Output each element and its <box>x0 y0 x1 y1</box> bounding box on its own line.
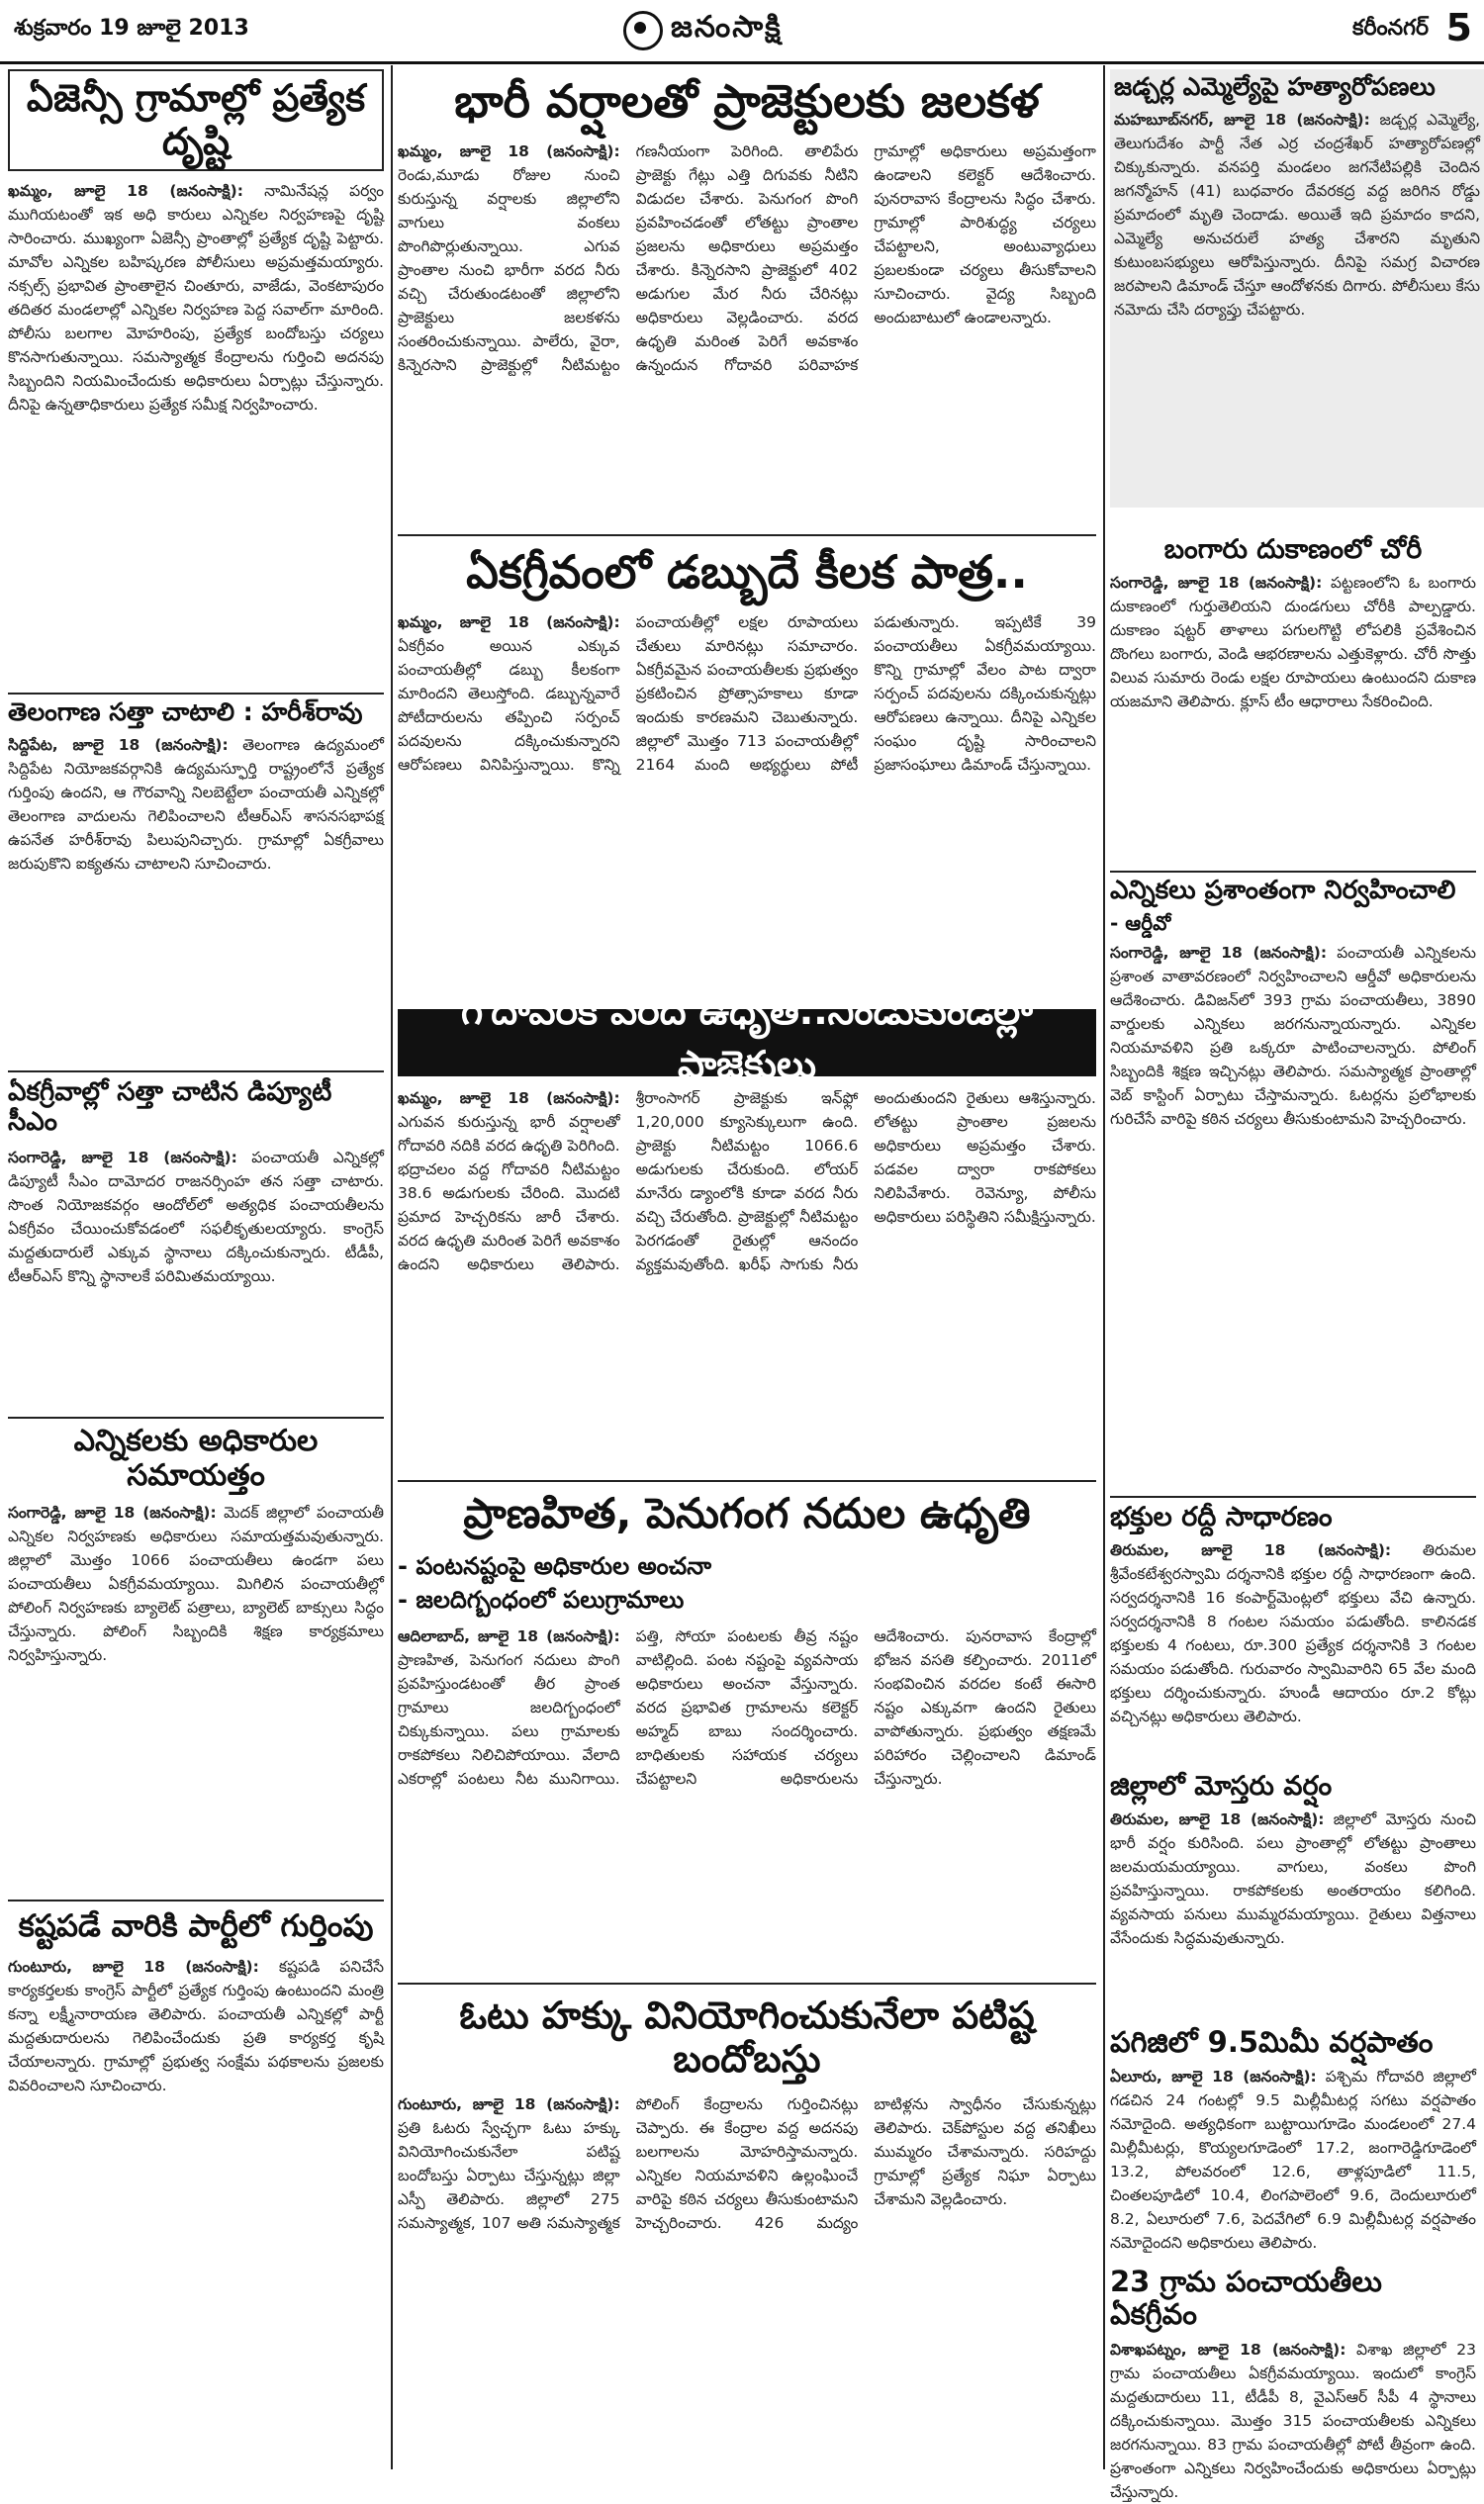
article-body <box>8 1501 384 1916</box>
logo-mark-icon <box>623 11 663 50</box>
divider <box>398 1983 1096 1985</box>
dateline: తిరుమల, జూలై 18 (జనంసాక్షి): <box>1110 1810 1325 1829</box>
headline: భారీ వర్షాలతో ప్రాజెక్టులకు జలకళ <box>454 74 1040 128</box>
dateline: విశాఖపట్నం, జూలై 18 (జనంసాక్షి): <box>1110 2340 1346 2359</box>
article-body <box>8 1955 384 2450</box>
article-body <box>1110 571 1476 858</box>
headline: జడ్చర్ల ఎమ్మెల్యేపై హత్యారోపణలు <box>1114 72 1436 101</box>
article-money-role <box>398 540 1096 986</box>
divider <box>398 1480 1096 1482</box>
dateline: గుంటూరు, జూలై 18 (జనంసాక్షి): <box>398 2095 620 2114</box>
article-devotees <box>1110 1502 1476 1766</box>
headline: పగిజిలో 9.5మిమీ వర్షపాతం <box>1110 2025 1434 2059</box>
body-text: జడ్చర్ల ఎమ్మెల్యే, తెలుగుదేశం పార్టీ నేత ఎర్ర చంద్రశేఖర్ హత్యారోపణల్లో చిక్కుకున్నారు. వనపర్తి మండలం జగనేటిపల్లికి చెందిన జగన్మోహన్ (41) బుధవారం దేవరకద్ర వద్ద జరిగిన రోడ్డు ప్రమాదంలో మృతి చెందాడు. అయితే ఇది ప్రమాదం కాదని, ఎమ్మెల్యే అనుచరులే హత్య చేశారని మృతుని కుటుంబసభ్యులు ఆరోపిస్తున్నారు. దీనిపై సమగ్ర విచారణ జరపాలని డిమాండ్ చేస్తూ ఆందోళనకు దిగారు. పోలీసులు కేసు నమోదు చేసి దర్యాప్తు చేపట్టారు. <box>1114 110 1481 319</box>
article-body <box>1110 941 1476 1475</box>
subhead-item: - జలదిగ్బంధంలో పలుగ్రామాలు <box>398 1586 685 1615</box>
article-body <box>398 610 1096 986</box>
article-godavari <box>398 989 1096 1472</box>
headline: భక్తుల రద్దీ సాధారణం <box>1110 1502 1333 1532</box>
body-text: మెదక్ జిల్లాలో పంచాయతీ ఎన్నికల నిర్వహణకు అధికారులు సమాయత్తమవుతున్నారు. జిల్లాలో మొత్తం 1066 పంచాయతీలు ఉండగా పలు పంచాయతీలు ఏకగ్రీవమయ్యాయి. మిగిలిన పంచాయతీల్లో పోలింగ్ నిర్వహణకు బ్యాలెట్ పత్రాలు, బ్యాలెట్ బాక్సులు సిద్ధం చేస్తున్నారు. పోలింగ్ సిబ్బందికి శిక్షణ కార్యక్రమాలు నిర్వహిస్తున్నారు. <box>8 1504 384 1664</box>
article-pranahita <box>398 1486 1096 1951</box>
article-harish <box>8 698 384 1069</box>
article-body <box>398 1624 1096 1951</box>
article-body <box>8 179 384 703</box>
headline: 23 గ్రామ పంచాయతీలు ఏకగ్రీవం <box>1110 2265 1382 2332</box>
dateline: ఆదిలాబాద్, జూలై 18 (జనంసాక్షి): <box>398 1627 620 1646</box>
dateline: సంగారెడ్డి, జూలై 18 (జనంసాక్షి): <box>8 1148 237 1166</box>
subhead: - ఆర్డీవో <box>1110 910 1171 935</box>
article-body <box>398 2092 1096 2488</box>
dateline: ఖమ్మం, జూలై 18 (జనంసాక్షి): <box>8 182 243 201</box>
body-text: ప్రతి ఓటరు స్వేచ్ఛగా ఓటు హక్కు వినియోగించుకునేలా పటిష్ట బందోబస్తు ఏర్పాటు చేస్తున్నట్లు జిల్లా ఎస్పీ తెలిపారు. జిల్లాలో 275 సమస్యాత్మక, 107 అతి సమస్యాత్మక పోలింగ్ కేంద్రాలను గుర్తించినట్లు చెప్పారు. ఈ కేంద్రాల వద్ద అదనపు బలగాలను మోహరిస్తామన్నారు. ఎన్నికల నియమావళిని ఉల్లంఘించే వారిపై కఠిన చర్యలు తీసుకుంటామని హెచ్చరించారు. 426 మద్యం బాటిళ్లను స్వాధీనం చేసుకున్నట్లు తెలిపారు. చెక్‌పోస్టుల వద్ద తనిఖీలు ముమ్మరం చేశామన్నారు. సరిహద్దు గ్రామాల్లో ప్రత్యేక నిఘా ఏర్పాటు చేశామని వెల్లడించారు. <box>398 2095 1096 2233</box>
article-moderate-rain <box>1110 1771 1476 2025</box>
article-body <box>1110 2065 1476 2263</box>
article-body <box>8 733 384 1069</box>
article-body <box>1114 108 1480 504</box>
divider <box>8 1900 384 1901</box>
issue-date: శుక్రవారం 19 జూలై 2013 <box>14 16 249 41</box>
subhead-item: - పంటనష్టంపై అధికారుల అంచనా <box>398 1552 712 1581</box>
headline: ఏకగ్రీవంలో డబ్బుదే కీలక పాత్ర.. <box>466 545 1028 599</box>
headline: ఓటు హక్కు వినియోగించుకునేలా పటిష్ట బందోబస్తు <box>459 1994 1035 2081</box>
article-body <box>1110 1538 1476 1766</box>
dateline: తిరుమల, జూలై 18 (జనంసాక్షి): <box>1110 1541 1392 1560</box>
headline: గోదావరికి వరద ఉధృతి..నిండుకుండల్లా ప్రాజెక్టులు <box>398 1009 1096 1076</box>
article-unanimous23 <box>1110 2265 1476 2501</box>
subhead-list <box>398 1549 1096 1617</box>
body-text: పంచాయతీ ఎన్నికల్లో డిప్యూటీ సీఎం దామోదర రాజనర్సింహ తన సత్తా చాటారు. సొంత నియోజకవర్గం ఆందోల్‌లో అత్యధిక పంచాయతీలను ఏకగ్రీవం చేయించుకోవడంలో సఫలీకృతులయ్యారు. కాంగ్రెస్ మద్దతుదారులే ఎక్కువ స్థానాలు దక్కించుకున్నారు. టీడీపీ, టీఆర్‌ఎస్ కొన్ని స్థానాలకే పరిమితమయ్యాయి. <box>8 1148 384 1285</box>
divider <box>1110 871 1476 873</box>
article-deputy-cm <box>8 1078 384 1442</box>
article-body <box>398 1086 1096 1472</box>
divider <box>8 1070 384 1072</box>
dateline: ఏలూరు, జూలై 18 (జనంసాక్షి): <box>1110 2068 1317 2087</box>
body-text: జిల్లాలో మోస్తరు నుంచి భారీ వర్షం కురిసింది. పలు ప్రాంతాల్లో లోతట్టు ప్రాంతాలు జలమయమయ్యాయి. వాగులు, వంకలు పొంగి ప్రవహిస్తున్నాయి. రాకపోకలకు అంతరాయం కలిగింది. వ్యవసాయ పనులు ముమ్మరమయ్యాయి. రైతులు విత్తనాలు వేసేందుకు సిద్ధమవుతున్నారు. <box>1110 1810 1476 1948</box>
body-text: నామినేషన్ల పర్వం ముగియటంతో ఇక అధి కారులు ఎన్నికల నిర్వహణపై దృష్టి సారించారు. ముఖ్యంగా ఏజెన్సీ ప్రాంతాల్లో ప్రత్యేక దృష్టి పెట్టారు. మావోల ఎన్నికల బహిష్కరణ పోలీసులు అప్రమత్తమయ్యారు. నక్సల్స్ ప్రభావిత ప్రాంతాలైన చింతూరు, వాజేడు, వెంకటాపురం తదితర మండలాల్లో ఎన్నికల నిర్వహణ పెద్ద సవాల్‌గా మారింది. పోలీసు బలగాల మోహరింపు, ప్రత్యేక బందోబస్తు చర్యలు కొనసాగుతున్నాయి. సమస్యాత్మక కేంద్రాలను గుర్తించి అదనపు సిబ్బందిని నియమించేందుకు అధికారులు ఏర్పాట్లు చేస్తున్నారు. దీనిపై ఉన్నతాధికారులు ప్రత్యేక సమీక్ష నిర్వహించారు. <box>8 182 384 415</box>
headline: ఏజెన్సీ గ్రామాల్లో ప్రత్యేక దృష్టి <box>8 69 384 171</box>
article-body <box>398 139 1096 496</box>
article-rainfall <box>1110 2026 1476 2263</box>
headline: తెలంగాణ సత్తా చాటాలి : హరీశ్‌రావు <box>8 697 363 726</box>
article-body <box>1110 1808 1476 2025</box>
column-rule-right <box>1103 65 1105 2469</box>
headline: ఏకగ్రీవాల్లో సత్తా చాటిన డిప్యూటీ సీఎం <box>8 1077 332 1137</box>
paper-logo <box>623 8 881 53</box>
column-rule-left <box>391 65 393 2469</box>
article-jadcherla <box>1110 69 1484 508</box>
dateline: ఖమ్మం, జూలై 18 (జనంసాక్షి): <box>398 612 620 631</box>
body-text: పట్టణంలోని ఓ బంగారు దుకాణంలో గుర్తుతెలియని దుండగులు చోరీకి పాల్పడ్డారు. దుకాణం షట్టర్ తాళాలు పగులగొట్టి లోపలికి ప్రవేశించిన దొంగలు బంగారు, వెండి ఆభరణాలను ఎత్తుకెళ్లారు. చోరీ సొత్తు విలువ సుమారు రెండు లక్షల రూపాయలు ఉంటుందని దుకాణ యజమాని తెలిపారు. క్లూస్ టీం ఆధారాలు సేకరించింది. <box>1110 574 1476 711</box>
article-gold-theft <box>1110 534 1476 858</box>
body-text: విశాఖ జిల్లాలో 23 గ్రామ పంచాయతీలు ఏకగ్రీవమయ్యాయి. ఇందులో కాంగ్రెస్ మద్దతుదారులు 11, టీడీపీ 8, వైఎస్‌ఆర్ సీపీ 4 స్థానాలు దక్కించుకున్నాయి. మొత్తం 315 పంచాయతీలకు ఎన్నికలు జరగనున్నాయి. 83 గ్రామ పంచాయతీల్లో పోటీ తీవ్రంగా ఉంది. ప్రశాంతంగా ఎన్నికలు నిర్వహించేందుకు అధికారులు ఏర్పాట్లు చేస్తున్నారు. <box>1110 2340 1476 2501</box>
headline: జిల్లాలో మోస్తరు వర్షం <box>1110 1771 1333 1802</box>
page-number: 5 <box>1445 6 1472 49</box>
article-hardworkers <box>8 1909 384 2450</box>
body-text: ఎగువన కురుస్తున్న భారీ వర్షాలతో గోదావరి నదికి వరద ఉధృతి పెరిగింది. భద్రాచలం వద్ద గోదావరి నీటిమట్టం 38.6 అడుగులకు చేరింది. మొదటి ప్రమాద హెచ్చరికను జారీ చేశారు. వరద ఉధృతి మరింత పెరిగే అవకాశం ఉందని అధికారులు తెలిపారు. శ్రీరాంసాగర్ ప్రాజెక్టుకు ఇన్‌ఫ్లో 1,20,000 క్యూసెక్కులుగా ఉంది. ప్రాజెక్టు నీటిమట్టం 1066.6 అడుగులకు చేరుకుంది. లోయర్ మానేరు డ్యాంలోకి కూడా వరద నీరు వచ్చి చేరుతోంది. ప్రాజెక్టుల్లో నీటిమట్టం పెరగడంతో రైతుల్లో ఆనందం వ్యక్తమవుతోంది. ఖరీఫ్ సాగుకు నీరు అందుతుందని రైతులు ఆశిస్తున్నారు. లోతట్టు ప్రాంతాల ప్రజలను అధికారులు అప్రమత్తం చేశారు. పడవల ద్వారా రాకపోకలు నిలిపివేశారు. రెవెన్యూ, పోలీసు అధికారులు పరిస్థితిని సమీక్షిస్తున్నారు. <box>398 1089 1096 1273</box>
dateline: సంగారెడ్డి, జూలై 18 (జనంసాక్షి): <box>8 1504 217 1522</box>
dateline: సంగారెడ్డి, జూలై 18 (జనంసాక్షి): <box>1110 943 1328 962</box>
article-body <box>1110 2338 1476 2501</box>
headline: ఎన్నికలకు అధికారుల సమాయత్తం <box>73 1424 319 1493</box>
article-body <box>8 1146 384 1442</box>
headline: ఎన్నికలు ప్రశాంతంగా నిర్వహించాలి <box>1110 876 1456 905</box>
headline: ప్రాణహిత, పెనుగంగ నదుల ఉధృతి <box>463 1489 1031 1537</box>
body-text: తెలంగాణ ఉద్యమంలో సిద్దిపేట నియోజకవర్గానికి ఉద్యమస్ఫూర్తి రాష్ట్రంలోనే ప్రత్యేక గుర్తింపు ఉందని, ఆ గౌరవాన్ని నిలబెట్టేలా పంచాయతీ ఎన్నికల్లో తెలంగాణ వాదులను గెలిపించాలని టీఆర్‌ఎస్ శాసనసభాపక్ష ఉపనేత హరీశ్‌రావు పిలుపునిచ్చారు. గ్రామాల్లో ఏకగ్రీవాలు జరుపుకొని ఐక్యతను చాటాలని సూచించారు. <box>8 735 384 873</box>
article-peaceful <box>1110 877 1476 1475</box>
body-text: ప్రాణహిత, పెనుగంగ నదులు పొంగి ప్రవహిస్తుండటంతో తీర ప్రాంత గ్రామాలు జలదిగ్బంధంలో చిక్కుకున్నాయి. పలు గ్రామాలకు రాకపోకలు నిలిచిపోయాయి. వేలాది ఎకరాల్లో పంటలు నీట మునిగాయి. పత్తి, సోయా పంటలకు తీవ్ర నష్టం వాటిల్లింది. పంట నష్టంపై వ్యవసాయ అధికారులు అంచనా వేస్తున్నారు. వరద ప్రభావిత గ్రామాలను కలెక్టర్ అహ్మద్ బాబు సందర్శించారు. బాధితులకు సహాయక చర్యలు చేపట్టాలని అధికారులను ఆదేశించారు. పునరావాస కేంద్రాల్లో భోజన వసతి కల్పించారు. 2011లో సంభవించిన వరదల కంటే ఈసారి నష్టం ఎక్కువగా ఉందని రైతులు వాపోతున్నారు. ప్రభుత్వం తక్షణమే పరిహారం చెల్లించాలని డిమాండ్ చేస్తున్నారు. <box>398 1627 1096 1789</box>
dateline: ఖమ్మం, జూలై 18 (జనంసాక్షి): <box>398 141 620 160</box>
body-text: తిరుమల శ్రీవేంకటేశ్వరస్వామి దర్శనానికి భక్తుల రద్దీ సాధారణంగా ఉంది. సర్వదర్శనానికి 16 కంపార్ట్‌మెంట్లలో భక్తులు వేచి ఉన్నారు. సర్వదర్శనానికి 8 గంటల సమయం పడుతోంది. కాలినడక భక్తులకు 4 గంటలు, రూ.300 ప్రత్యేక దర్శనానికి 3 గంటల సమయం పడుతోంది. గురువారం స్వామివారిని 65 వేల మంది భక్తులు దర్శించుకున్నారు. హుండీ ఆదాయం రూ.2 కోట్లు వచ్చినట్లు అధికారులు తెలిపారు. <box>1110 1541 1476 1726</box>
dateline: మహబూబ్‌నగర్, జూలై 18 (జనంసాక్షి): <box>1114 110 1370 129</box>
body-text: పంచాయతీ ఎన్నికలను ప్రశాంత వాతావరణంలో నిర్వహించాలని ఆర్డీవో అధికారులను ఆదేశించారు. డివిజన్‌లో 393 గ్రామ పంచాయతీలు, 3890 వార్డులకు ఎన్నికలు జరగనున్నాయన్నారు. ఎన్నికల నియమావళిని ప్రతి ఒక్కరూ పాటించాలన్నారు. పోలింగ్ సిబ్బందికి శిక్షణ ఇచ్చినట్లు తెలిపారు. సమస్యాత్మక ప్రాంతాల్లో వెబ్ కాస్టింగ్ ఏర్పాటు చేస్తామన్నారు. ఓటర్లను ప్రలోభాలకు గురిచేసే వారిపై కఠిన చర్యలు తీసుకుంటామని హెచ్చరించారు. <box>1110 943 1476 1128</box>
dateline: సంగారెడ్డి, జూలై 18 (జనంసాక్షి): <box>1110 574 1323 593</box>
article-vote-security <box>398 1991 1096 2488</box>
article-agency <box>8 69 384 703</box>
dateline: గుంటూరు, జూలై 18 (జనంసాక్షి): <box>8 1957 259 1976</box>
body-text: పశ్చిమ గోదావరి జిల్లాలో గడచిన 24 గంటల్లో 9.5 మిల్లీమీటర్ల సగటు వర్షపాతం నమోదైంది. అత్యధికంగా బుట్టాయిగూడెం మండలంలో 27.4 మిల్లీమీటర్లు, కొయ్యలగూడెంలో 17.2, జంగారెడ్డిగూడెంలో 13.2, పోలవరంలో 12.6, తాళ్లపూడిలో 11.5, చింతలపూడిలో 10.4, లింగపాలెంలో 9.6, దెందులూరులో 8.2, ఏలూరులో 7.6, పెదవేగిలో 6.9 మిల్లీమీటర్ల వర్షపాతం నమోదైందని అధికారులు తెలిపారు. <box>1110 2068 1476 2253</box>
article-heavy-rains <box>398 69 1096 496</box>
headline: కష్టపడే వారికి పార్టీలో గుర్తింపు <box>18 1908 374 1944</box>
masthead <box>0 0 1484 64</box>
headline: బంగారు దుకాణంలో చోరీ <box>1163 534 1423 565</box>
divider <box>8 693 384 695</box>
district-edition: కరీంనగర్ <box>1351 16 1429 41</box>
body-text: ఏకగ్రీవం అయిన ఎక్కువ పంచాయతీల్లో డబ్బు కీలకంగా మారిందని తెలుస్తోంది. డబ్బున్నవారే పోటీదారులను తప్పించి సర్పంచ్ పదవులను దక్కించుకున్నారని ఆరోపణలు వినిపిస్తున్నాయి. కొన్ని పంచాయతీల్లో లక్షల రూపాయలు చేతులు మారినట్లు సమాచారం. ఏకగ్రీవమైన పంచాయతీలకు ప్రభుత్వం ప్రకటించిన ప్రోత్సాహకాలు కూడా ఇందుకు కారణమని చెబుతున్నారు. జిల్లాలో మొత్తం 713 పంచాయతీల్లో 2164 మంది అభ్యర్థులు పోటీ పడుతున్నారు. ఇప్పటికే 39 పంచాయతీలు ఏకగ్రీవమయ్యాయి. కొన్ని గ్రామాల్లో వేలం పాట ద్వారా సర్పంచ్ పదవులను దక్కించుకున్నట్లు ఆరోపణలు ఉన్నాయి. దీనిపై ఎన్నికల సంఘం దృష్టి సారించాలని ప్రజాసంఘాలు డిమాండ్ చేస్తున్నాయి. <box>398 612 1096 774</box>
body-text: రెండు,మూడు రోజుల నుంచి కురుస్తున్న వర్షాలకు జిల్లాలోని వాగులు వంకలు పొంగిపొర్లుతున్నాయి. ఎగువ ప్రాంతాల నుంచి భారీగా వరద నీరు వచ్చి చేరుతుండటంతో జిల్లాలోని ప్రాజెక్టులు జలకళను సంతరించుకున్నాయి. పాలేరు, వైరా, కిన్నెరసాని ప్రాజెక్టుల్లో నీటిమట్టం గణనీయంగా పెరిగింది. తాలిపేరు ప్రాజెక్టు గేట్లు ఎత్తి దిగువకు నీటిని విడుదల చేశారు. పెనుగంగ పొంగి ప్రవహించడంతో లోతట్టు ప్రాంతాల ప్రజలను అధికారులు అప్రమత్తం చేశారు. కిన్నెరసాని ప్రాజెక్టులో 402 అడుగుల మేర నీరు చేరినట్లు అధికారులు వెల్లడించారు. వరద ఉధృతి మరింత పెరిగే అవకాశం ఉన్నందున గోదావరి పరివాహక గ్రామాల్లో అధికారులు అప్రమత్తంగా ఉండాలని కలెక్టర్ ఆదేశించారు. పునరావాస కేంద్రాలను సిద్ధం చేశారు. గ్రామాల్లో పారిశుద్ధ్య చర్యలు చేపట్టాలని, అంటువ్యాధులు ప్రబలకుండా చర్యలు తీసుకోవాలని సూచించారు. వైద్య సిబ్బంది అందుబాటులో ఉండాలన్నారు. <box>398 141 1096 374</box>
divider <box>8 1417 384 1419</box>
divider <box>1110 1496 1476 1498</box>
body-text: కష్టపడి పనిచేసే కార్యకర్తలకు కాంగ్రెస్ పార్టీలో ప్రత్యేక గుర్తింపు ఉంటుందని మంత్రి కన్నా లక్ష్మీనారాయణ తెలిపారు. పంచాయతీ ఎన్నికల్లో పార్టీ మద్దతుదారులను గెలిపించేందుకు ప్రతి కార్యకర్త కృషి చేయాలన్నారు. గ్రామాల్లో ప్రభుత్వ సంక్షేమ పథకాలను ప్రజలకు వివరించాలని సూచించారు. <box>8 1957 384 2094</box>
dateline: ఖమ్మం, జూలై 18 (జనంసాక్షి): <box>398 1089 620 1107</box>
article-officers <box>8 1425 384 1916</box>
dateline: సిద్దిపేట, జూలై 18 (జనంసాక్షి): <box>8 735 229 754</box>
divider <box>398 534 1096 536</box>
paper-name: జనంసాక్షి <box>671 10 783 45</box>
